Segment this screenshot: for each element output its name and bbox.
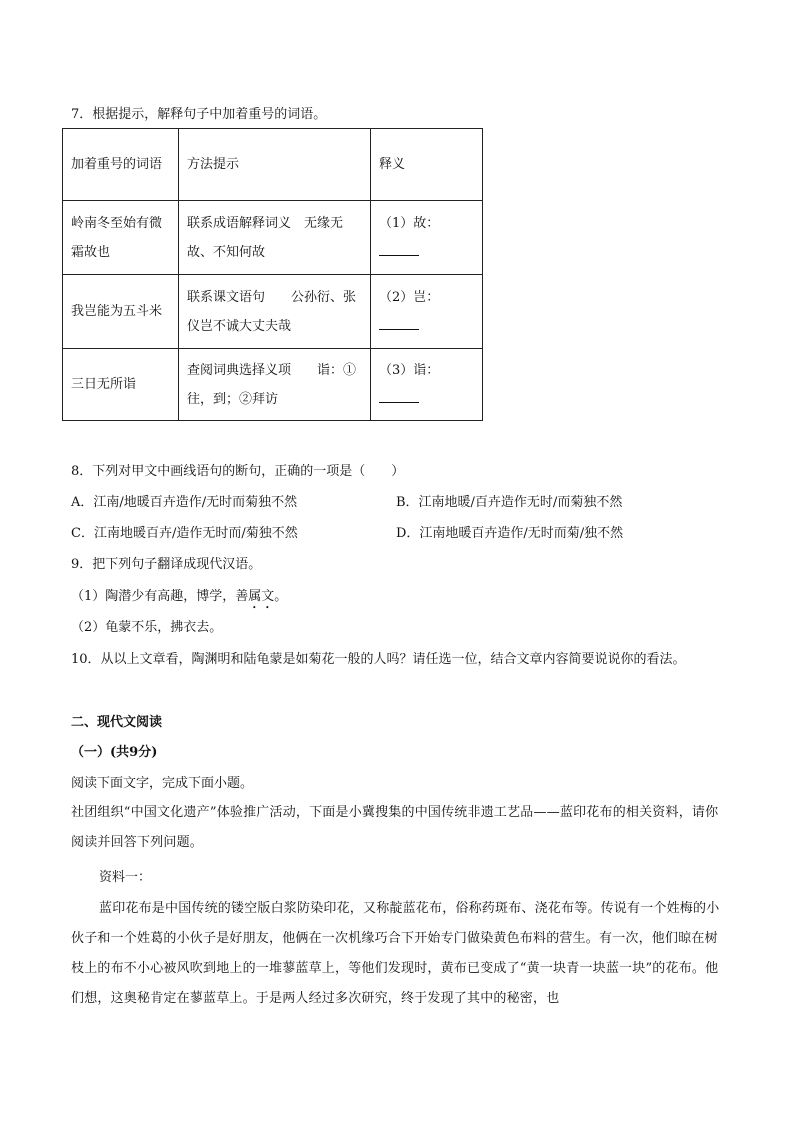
table-row bbox=[63, 201, 483, 275]
sentence-1-end: 。 bbox=[274, 589, 288, 604]
section-2-title: 二、现代文阅读 bbox=[71, 715, 163, 730]
row-method: 联系课文语句 公孙衍、张仪岂不诚大丈夫哉 bbox=[179, 275, 371, 349]
row-sentence: 三日无所诣 bbox=[63, 349, 179, 421]
answer-blank[interactable] bbox=[379, 315, 419, 330]
answer-label: （1）故： bbox=[379, 215, 440, 231]
sentence-1-text: （1）陶潜少有高趣，博学，善 bbox=[71, 589, 249, 604]
section-2-subtitle: （一）(共9分) bbox=[71, 745, 158, 760]
header-method: 方法提示 bbox=[179, 129, 371, 201]
row-method: 查阅词典选择义项 诣：①往，到；②拜访 bbox=[179, 349, 371, 421]
emphasized-word: 属文 bbox=[248, 589, 275, 604]
question-8-stem: 8．下列对甲文中画线语句的断句，正确的一项是（ ） bbox=[71, 464, 405, 479]
material-label: 资料一： bbox=[99, 870, 152, 885]
row-sentence: 我岂能为五斗米 bbox=[63, 275, 179, 349]
table-row bbox=[63, 349, 483, 421]
option-c[interactable]: C．江南地暖百卉/造作无时而/菊独不然 bbox=[71, 526, 298, 541]
answer-label: （2）岂： bbox=[379, 289, 440, 305]
material-text: 蓝印花布是中国传统的镂空版白浆防染印花，又称靛蓝花布，俗称药斑布、浇花布等。传说有一个姓梅的小伙子和一个姓葛的小伙子是好朋友，他俩在一次机缘巧合下开始专门做染黄色布料的营生。有一次，他们晾在树枝上的布不小心被风吹到地上的一堆蓼蓝草上，等他们发现时，黄布已变成了“黄一块青一块蓝一块”的花布。他们想，这奥秘肯定在蓼蓝草上。于是两人经过多次研究，终于发现了其中的秘密，也 bbox=[71, 901, 720, 1006]
reading-intro: 社团组织“中国文化遗产”体验推广活动，下面是小冀搜集的中国传统非遗工艺品——蓝印花布的相关资料，请你阅读并回答下列问题。 bbox=[71, 805, 719, 850]
answer-blank[interactable] bbox=[379, 388, 419, 403]
question-10-stem: 10．从以上文章看，陶渊明和陆龟蒙是如菊花一般的人吗？请任选一位，结合文章内容简要说说你的看法。 bbox=[71, 652, 686, 667]
row-sentence: 岭南冬至始有微霜故也 bbox=[63, 201, 179, 275]
question-7-stem: 7．根据提示，解释句子中加着重号的词语。 bbox=[71, 107, 327, 122]
question-9-stem: 9．把下列句子翻译成现代汉语。 bbox=[71, 557, 262, 572]
row-method: 联系成语解释词义 无缘无故、不知何故 bbox=[179, 201, 371, 275]
hint-table bbox=[62, 128, 483, 421]
table-row bbox=[63, 275, 483, 349]
answer-blank[interactable] bbox=[379, 241, 419, 256]
table-header-row bbox=[63, 129, 483, 201]
header-meaning: 释义 bbox=[371, 129, 483, 201]
answer-label: （3）诣： bbox=[379, 362, 440, 378]
header-word: 加着重号的词语 bbox=[63, 129, 179, 201]
row-answer-cell bbox=[371, 275, 483, 349]
option-a[interactable]: A．江南/地暖百卉造作/无时而菊独不然 bbox=[71, 495, 298, 510]
option-b[interactable]: B．江南地暖/百卉造作无时/而菊独不然 bbox=[396, 495, 623, 510]
row-answer-cell bbox=[371, 349, 483, 421]
question-9-sentence-1 bbox=[71, 585, 287, 612]
option-d[interactable]: D．江南地暖百卉造作/无时而菊/独不然 bbox=[396, 526, 624, 541]
reading-instruction: 阅读下面文字，完成下面小题。 bbox=[71, 776, 254, 791]
row-answer-cell bbox=[371, 201, 483, 275]
question-9-sentence-2: （2）龟蒙不乐，拂衣去。 bbox=[71, 620, 223, 635]
